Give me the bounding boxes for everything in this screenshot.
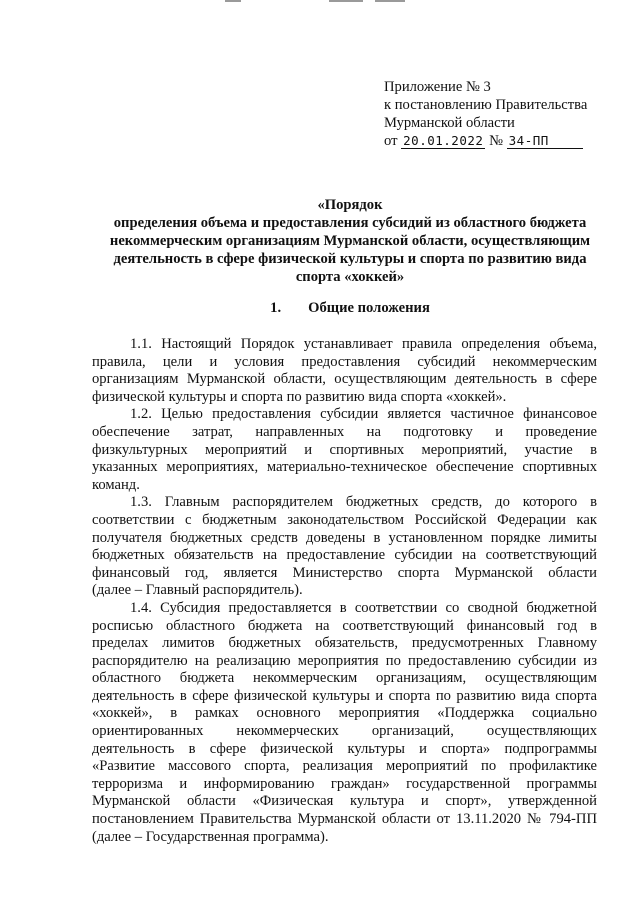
section-heading — [96, 299, 604, 317]
scan-artifact-marks — [225, 0, 425, 4]
title-line: «Порядок — [317, 197, 383, 213]
document-title — [96, 196, 604, 286]
text-line: (далее – Главный распорядитель). — [92, 582, 303, 599]
resolution-date: 20.01.2022 — [403, 133, 484, 148]
appendix-block — [384, 78, 624, 150]
date-prefix: от — [384, 133, 398, 149]
title-line: спорта «хоккей» — [295, 269, 405, 285]
section-number: 1. — [270, 300, 282, 316]
text-line: обеспечение затрат, направленных на подготовку и проведение — [92, 423, 597, 440]
appendix-number: Приложение № 3 — [384, 79, 491, 95]
text-line: 1.2. Целью предоставления субсидии является частичное финансовое — [130, 406, 597, 423]
text-line: росписью областного бюджета на соответствующий финансовый год в — [92, 617, 597, 634]
text-line: (далее – Государственная программа). — [92, 828, 329, 845]
text-line: деятельность в сфере физической культуры и спорта по развитию вида спорта — [92, 687, 597, 704]
text-line: 1.4. Субсидия предоставляется в соответствии со сводной бюджетной — [130, 599, 597, 616]
text-line: организациям Мурманской области, осуществляющим деятельность в сфере — [92, 371, 597, 388]
text-line: областного бюджета некоммерческим организациям, осуществляющим — [92, 670, 597, 687]
text-line: 1.3. Главным распорядителем бюджетных средств, до которого в — [130, 494, 597, 511]
text-line: правила, цели и условия предоставления субсидий некоммерческим — [92, 353, 597, 370]
text-line: распорядителю на реализацию мероприятия по предоставлению субсидии из — [92, 652, 597, 669]
appendix-date-line — [384, 132, 624, 150]
paragraph-p1-4 — [92, 600, 597, 846]
text-line: указанных мероприятиях, материально-техническое обеспечение спортивных — [92, 459, 597, 476]
resolution-number: 34-ПП — [507, 134, 583, 149]
text-line: пределах лимитов бюджетных обязательств, предусмотренных Главному — [92, 635, 597, 652]
section-title: Общие положения — [308, 300, 430, 316]
paragraph-p1-1 — [92, 336, 597, 406]
text-line: физкультурных мероприятий и спортивных мероприятий, участие в — [92, 441, 597, 458]
title-line: некоммерческим организациям Мурманской области, осуществляющим — [109, 233, 591, 249]
text-line: команд. — [92, 476, 140, 493]
text-line: «Развитие массового спорта, реализация мероприятий по профилактике — [92, 758, 597, 775]
text-line: финансовый год, является Министерство спорта Мурманской области — [92, 564, 597, 581]
text-line: 1.1. Настоящий Порядок устанавливает правила определения объема, — [130, 336, 597, 352]
title-line: деятельность в сфере физической культуры и спорта по развитию вида — [113, 251, 587, 267]
text-line: ориентированных некоммерческих организаций, осуществляющих — [92, 723, 597, 740]
number-prefix: № — [489, 133, 503, 149]
paragraph-p1-3 — [92, 494, 597, 600]
text-line: постановлением Правительства Мурманской области от 13.11.2020 № 794-ПП — [92, 811, 597, 828]
title-line: определения объема и предоставления субсидий из областного бюджета — [113, 215, 587, 231]
text-line: Мурманской области «Физическая культура и спорт», утвержденной — [92, 793, 597, 810]
paragraph-p1-2 — [92, 406, 597, 494]
document-body — [92, 336, 597, 846]
appendix-reference: к постановлению Правительства — [384, 97, 588, 113]
text-line: «хоккей», в рамках основного мероприятия «Поддержка социально — [92, 705, 597, 722]
text-line: соответствии с бюджетным законодательством Российской Федерации как — [92, 511, 597, 528]
text-line: терроризма и информированию граждан» государственной программы — [92, 775, 597, 792]
appendix-region: Мурманской области — [384, 115, 515, 131]
text-line: бюджетных обязательств на предоставление субсидии на соответствующий — [92, 547, 597, 564]
text-line: физической культуры и спорта по развитию вида спорта «хоккей». — [92, 388, 507, 405]
text-line: деятельность в сфере физической культуры и спорта» подпрограммы — [92, 740, 597, 757]
text-line: получателя бюджетных средств доведены в установленном порядке лимиты — [92, 529, 597, 546]
